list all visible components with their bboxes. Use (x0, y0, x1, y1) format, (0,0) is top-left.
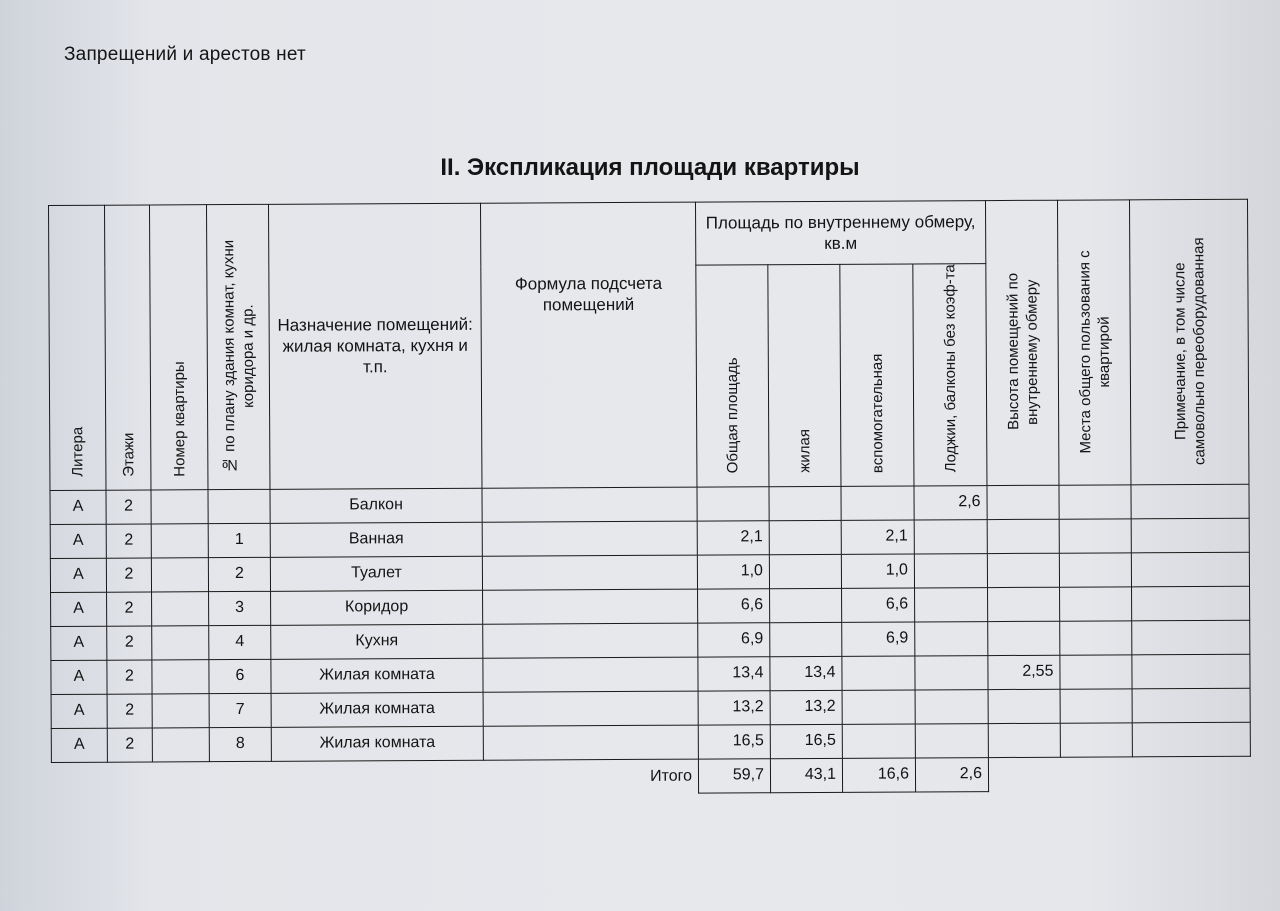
cell-lodzh (914, 520, 987, 554)
cell-kv (152, 694, 209, 728)
cell-litera: А (51, 660, 107, 694)
cell-vsp (842, 656, 915, 690)
cell-plan: 3 (209, 591, 271, 625)
cell-name: Ванная (270, 522, 482, 557)
cell-formula (483, 691, 698, 726)
cell-prim (1131, 484, 1249, 519)
cell-name: Жилая комната (271, 726, 483, 761)
cell-obsh: 6,9 (698, 623, 770, 657)
header-formula: Формула подсчета помещений (480, 202, 696, 488)
cell-etazh: 2 (107, 728, 152, 762)
cell-plan: 2 (208, 557, 270, 591)
cell-obsh: 6,6 (698, 589, 770, 623)
cell-formula (483, 725, 698, 760)
cell-vys (988, 689, 1060, 723)
cell-obsh: 2,1 (697, 521, 769, 555)
cell-prim (1131, 552, 1249, 587)
cell-formula (482, 487, 697, 522)
cell-vsp (842, 690, 915, 724)
header-mesta: Места общего пользования с квартирой (1057, 200, 1130, 485)
header-lodzhii: Лоджии, балконы без коэф-та (913, 264, 987, 486)
cell-kv (151, 558, 208, 592)
cell-etazh: 2 (106, 558, 151, 592)
cell-etazh: 2 (106, 524, 151, 558)
header-primechanie: Примечание, в том числе самовольно переоборудованная (1129, 199, 1248, 485)
cell-mesta (1060, 655, 1132, 689)
cell-obsh: 1,0 (697, 555, 769, 589)
cell-zhil (769, 520, 841, 554)
cell-mesta (1059, 553, 1131, 587)
cell-vsp (842, 724, 915, 758)
header-naznachenie: Назначение помещений: жилая комната, кухня и т.п. (268, 203, 481, 489)
cell-vys (988, 723, 1060, 757)
total-label: Итого (650, 767, 693, 785)
cell-name: Туалет (270, 556, 482, 591)
cell-formula (482, 521, 697, 556)
cell-zhil (769, 554, 841, 588)
cell-prim (1132, 620, 1250, 655)
header-vysota: Высота помещений по внутреннему обмеру (985, 200, 1058, 485)
cell-mesta (1060, 587, 1132, 621)
cell-vys (987, 485, 1059, 519)
header-etazhi: Этажи (105, 205, 151, 490)
cell-obsh: 13,4 (698, 657, 770, 691)
cell-litera: А (51, 592, 107, 626)
cell-vsp: 1,0 (841, 554, 914, 588)
total-zhil: 43,1 (770, 758, 842, 792)
cell-lodzh (915, 588, 988, 622)
cell-kv (151, 524, 208, 558)
cell-prim (1132, 688, 1250, 723)
cell-zhil (770, 622, 842, 656)
header-obshchaya: Общая площадь (696, 265, 769, 487)
cell-etazh: 2 (107, 592, 152, 626)
cell-plan (208, 489, 270, 523)
cell-vys: 2,55 (988, 655, 1060, 689)
cell-zhil (770, 588, 842, 622)
cell-mesta (1059, 485, 1131, 519)
cell-litera: А (51, 626, 107, 660)
header-vspomog: вспомогательная (840, 264, 914, 486)
cell-name: Коридор (271, 590, 483, 625)
cell-prim (1132, 722, 1250, 757)
cell-litera: А (51, 728, 107, 762)
explication-table-wrap (48, 199, 1251, 797)
cell-lodzh (914, 554, 987, 588)
cell-vsp (841, 486, 914, 520)
cell-obsh: 13,2 (698, 691, 770, 725)
cell-name: Жилая комната (271, 692, 483, 727)
cell-litera: А (50, 558, 106, 592)
cell-zhil: 16,5 (770, 724, 842, 758)
cell-formula (482, 555, 697, 590)
header-nomer-kvartiry: Номер квартиры (150, 205, 208, 490)
cell-litera: А (50, 490, 106, 524)
total-obsh: 59,7 (698, 759, 770, 793)
cell-formula (483, 623, 698, 658)
cell-name: Жилая комната (271, 658, 483, 693)
cell-prim (1132, 654, 1250, 689)
cell-kv (152, 592, 209, 626)
cell-lodzh (915, 724, 988, 758)
cell-lodzh (915, 622, 988, 656)
explication-table (48, 199, 1251, 797)
cell-plan: 6 (209, 659, 271, 693)
cell-mesta (1059, 519, 1131, 553)
cell-vsp: 6,9 (842, 622, 915, 656)
cell-vys (987, 553, 1059, 587)
header-area-group: Площадь по внутреннему обмеру, кв.м (695, 201, 985, 266)
total-empty (988, 756, 1250, 791)
cell-prim (1131, 518, 1249, 553)
cell-etazh: 2 (107, 694, 152, 728)
cell-vsp: 6,6 (842, 588, 915, 622)
cell-etazh: 2 (107, 660, 152, 694)
cell-plan: 8 (209, 727, 271, 761)
cell-vys (987, 519, 1059, 553)
cell-lodzh (915, 690, 988, 724)
cell-litera: А (51, 694, 107, 728)
cell-zhil (769, 486, 841, 520)
cell-lodzh (915, 656, 988, 690)
total-vsp: 16,6 (842, 758, 915, 792)
total-lodzh: 2,6 (915, 758, 988, 792)
cell-etazh: 2 (106, 490, 151, 524)
cell-obsh: 16,5 (698, 725, 770, 759)
cell-mesta (1060, 689, 1132, 723)
cell-prim (1132, 586, 1250, 621)
cell-kv (152, 660, 209, 694)
restrictions-note: Запрещений и арестов нет (64, 44, 306, 65)
cell-plan: 4 (209, 625, 271, 659)
cell-name: Кухня (271, 624, 483, 659)
cell-vsp: 2,1 (841, 520, 914, 554)
cell-kv (152, 626, 209, 660)
cell-plan: 1 (208, 523, 270, 557)
section-title: II. Экспликация площади квартиры (440, 154, 860, 181)
cell-kv (151, 490, 208, 524)
cell-vys (988, 587, 1060, 621)
cell-kv (152, 728, 209, 762)
cell-mesta (1060, 621, 1132, 655)
cell-lodzh: 2,6 (914, 486, 987, 520)
cell-litera: А (50, 524, 106, 558)
cell-zhil: 13,2 (770, 690, 842, 724)
cell-formula (483, 589, 698, 624)
cell-name: Балкон (270, 488, 482, 523)
cell-formula (483, 657, 698, 692)
cell-plan: 7 (209, 693, 271, 727)
total-row (51, 756, 1250, 796)
header-nomer-plan: № по плану здания комнат, кухни коридора и др. (207, 204, 270, 489)
cell-zhil: 13,4 (770, 656, 842, 690)
cell-etazh: 2 (107, 626, 152, 660)
cell-mesta (1060, 723, 1132, 757)
header-zhilaya: жилая (768, 264, 841, 486)
header-litera: Литера (49, 205, 106, 490)
cell-obsh (697, 487, 769, 521)
cell-vys (988, 621, 1060, 655)
